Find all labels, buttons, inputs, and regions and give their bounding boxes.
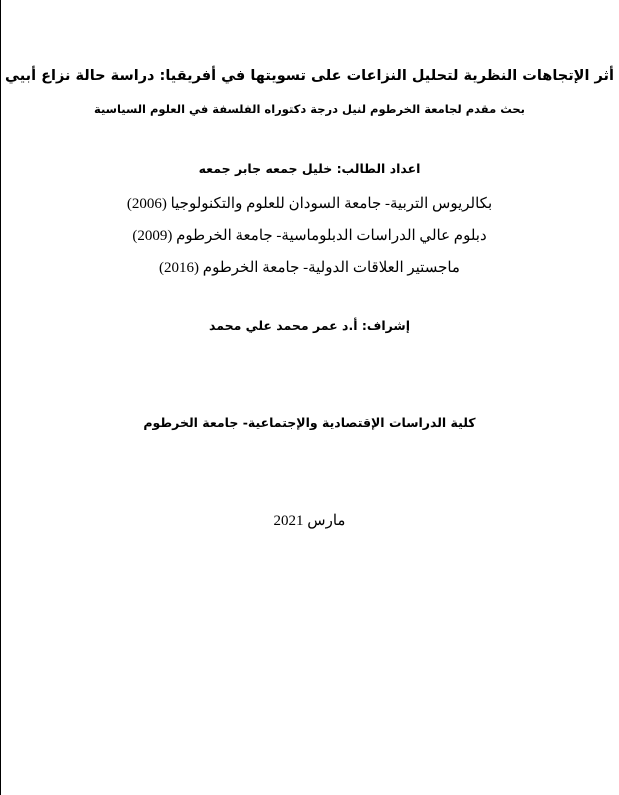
degree-bachelor: بكالريوس التربية- جامعة السودان للعلوم والتكنولوجيا (2006) [126, 196, 493, 212]
page-left-border [0, 0, 1, 795]
degree-diploma: دبلوم عالي الدراسات الدبلوماسية- جامعة الخرطوم (2009) [132, 228, 487, 244]
thesis-title: أثر الإتجاهات النظرية لتحليل النزاعات على تسويتها في أفريقيا: دراسة حالة نزاع أبيي [5, 68, 614, 84]
college-name: كلية الدراسات الإقتصادية والإجتماعية- جامعة الخرطوم [143, 415, 476, 430]
thesis-subtitle: بحث مقدم لجامعة الخرطوم لنيل درجة دكتوراه الفلسفة في العلوم السياسية [94, 102, 525, 116]
submission-date: مارس 2021 [273, 513, 346, 529]
degree-master: ماجستير العلاقات الدولية- جامعة الخرطوم (2016) [159, 260, 460, 276]
supervisor-line: إشراف: أ.د عمر محمد علي محمد [208, 318, 411, 333]
author-line: اعداد الطالب: خليل جمعه جابر جمعه [198, 161, 421, 176]
